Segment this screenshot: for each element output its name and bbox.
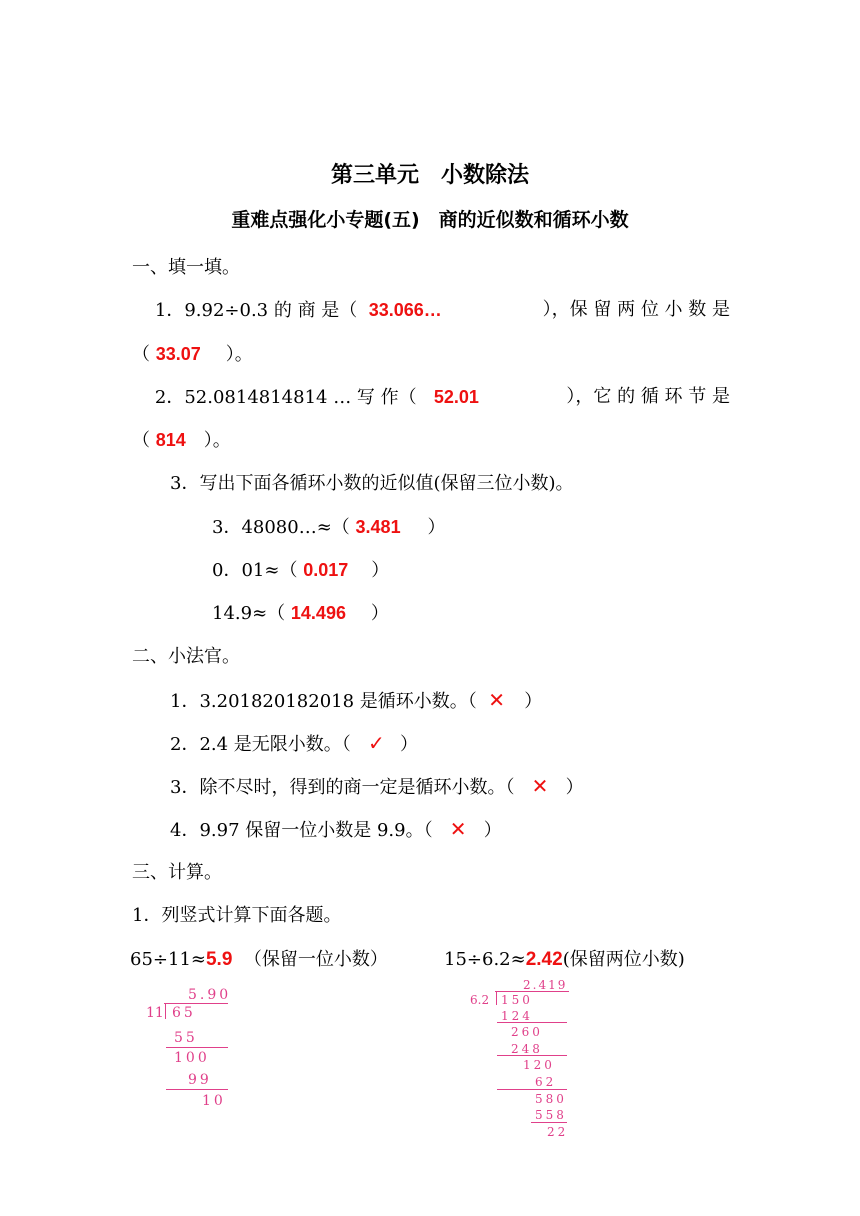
div1-step: 55: [174, 1030, 198, 1046]
calc-problem-1: 65÷11≈5.9 （保留一位小数）: [130, 949, 388, 970]
div2-dividend: 150: [501, 993, 533, 1007]
div2-step: 22: [547, 1125, 569, 1139]
q3-answer-2: 0.017: [303, 560, 349, 580]
div2-step: 62: [535, 1075, 557, 1089]
q2-line1: [132, 385, 730, 410]
cross-icon: ✕: [531, 774, 549, 798]
q3-item-2: 0．01≈（ 0.017 ）: [212, 560, 390, 581]
div1-step: 99: [188, 1072, 212, 1088]
q3-item-3: 14.9≈（ 14.496 ）: [212, 603, 389, 624]
div1-quotient: 5.90: [188, 987, 232, 1003]
q1-line1: [132, 298, 730, 323]
q1-open2: （: [132, 344, 150, 365]
judge-item-1: 1．3.201820182018 是循环小数。（ ✕ ）: [170, 688, 543, 712]
section3-subheading: 1．列竖式计算下面各题。: [132, 905, 342, 926]
div2-step: 580: [535, 1092, 567, 1106]
calc-answer-2: 2.42: [525, 949, 563, 970]
q2-line2: [132, 428, 231, 453]
div1-step: 10: [202, 1093, 226, 1109]
calc-answer-1: 5.9: [205, 949, 233, 970]
q1-mid: ），保 留 两 位 小 数 是: [542, 299, 730, 320]
q2-mid: ），它 的 循 环 节 是: [566, 386, 730, 407]
div1-dividend: 65: [172, 1005, 196, 1021]
div2-step: 120: [523, 1058, 555, 1072]
q2-answer1: 52.01: [433, 387, 479, 407]
q3-item-1: 3．48080…≈（ 3.481 ）: [212, 517, 446, 538]
section1-heading: 一、填一填。: [132, 257, 240, 278]
q1-line2: [132, 342, 253, 367]
div2-quotient: 2.419: [523, 978, 568, 992]
cross-icon: ✕: [449, 817, 467, 841]
judge-item-4: 4．9.97 保留一位小数是 9.9。（ ✕ ）: [170, 817, 502, 841]
q1-close2: ）。: [225, 344, 253, 365]
q1-text: 1．9.92÷0.3 的 商 是（: [154, 300, 358, 321]
judge-item-2: 2．2.4 是无限小数。（ ✓ ）: [170, 731, 418, 755]
cross-icon: ✕: [488, 688, 505, 712]
q2-close2: ）。: [203, 430, 231, 451]
q2-open2: （: [132, 430, 150, 451]
section2-heading: 二、小法官。: [132, 646, 240, 667]
judge-item-3: 3．除不尽时，得到的商一定是循环小数。（ ✕ ）: [170, 774, 584, 798]
check-icon: ✓: [367, 731, 385, 755]
q3-text: 3．写出下面各循环小数的近似值(保留三位小数)。: [170, 473, 574, 494]
q2-text: 2．52.0814814814 … 写 作（: [154, 387, 417, 408]
q2-answer2: 814: [155, 430, 186, 450]
div2-step: 558: [535, 1108, 567, 1122]
page-title: 第三单元 小数除法: [330, 163, 529, 188]
page-subtitle: 重难点强化小专题(五) 商的近似数和循环小数: [231, 209, 629, 231]
div1-step: 100: [174, 1050, 210, 1066]
calc-problem-2: 15÷6.2≈2.42(保留两位小数): [444, 949, 685, 970]
section3-heading: 三、计算。: [132, 862, 222, 883]
div2-step: 248: [511, 1042, 543, 1056]
div1-divisor: 11: [146, 1005, 164, 1021]
div2-step: 260: [511, 1025, 543, 1039]
q1-answer2: 33.07: [155, 344, 201, 364]
q3-answer-3: 14.496: [290, 603, 346, 623]
q1-answer1: 33.066…: [368, 300, 442, 320]
div2-step: 124: [501, 1009, 533, 1023]
q3-answer-1: 3.481: [355, 517, 401, 537]
div2-divisor: 6.2: [470, 993, 490, 1007]
